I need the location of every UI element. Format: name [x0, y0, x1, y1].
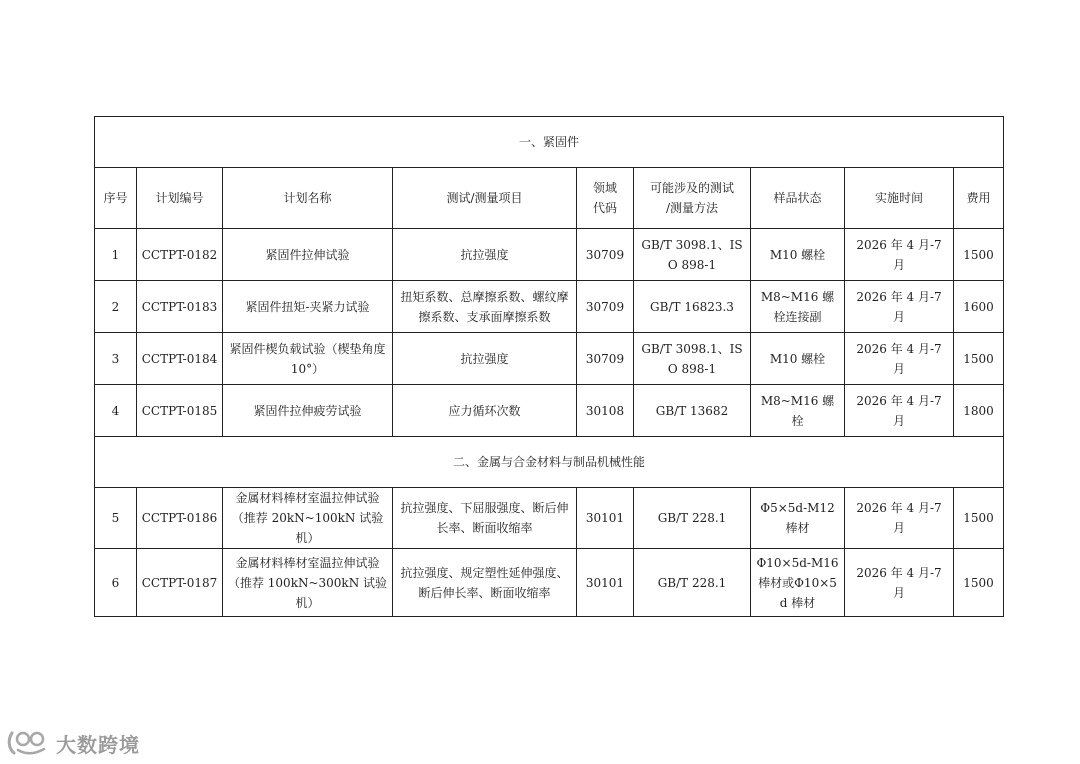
header-method-line2: /测量方法 [665, 201, 719, 215]
cell-plan-name: 紧固件拉伸疲劳试验 [223, 385, 393, 437]
plan-table [94, 116, 1004, 617]
header-time: 实施时间 [845, 168, 954, 229]
cell-domain-code: 30709 [577, 229, 634, 281]
section-title: 一、紧固件 [95, 117, 1004, 168]
cell-plan-no: CCTPT-0184 [137, 333, 223, 385]
cell-seq: 3 [95, 333, 137, 385]
cell-fee: 1500 [954, 488, 1004, 549]
cell-plan-no: CCTPT-0185 [137, 385, 223, 437]
cell-domain-code: 30101 [577, 549, 634, 617]
cell-test-items: 扭矩系数、总摩擦系数、螺纹摩擦系数、支承面摩擦系数 [393, 281, 577, 333]
cell-fee: 1600 [954, 281, 1004, 333]
cell-sample: M10 螺栓 [751, 229, 845, 281]
cell-sample: M10 螺栓 [751, 333, 845, 385]
cell-test-items: 应力循环次数 [393, 385, 577, 437]
table-row [95, 549, 1004, 617]
header-plan-no: 计划编号 [137, 168, 223, 229]
cell-plan-no: CCTPT-0182 [137, 229, 223, 281]
cell-sample: M8~M16 螺栓连接副 [751, 281, 845, 333]
cell-domain-code: 30709 [577, 281, 634, 333]
table-row [95, 333, 1004, 385]
cell-test-items: 抗拉强度 [393, 229, 577, 281]
cell-fee: 1800 [954, 385, 1004, 437]
cell-seq: 4 [95, 385, 137, 437]
cell-time: 2026 年 4 月-7 月 [845, 549, 954, 617]
header-seq: 序号 [95, 168, 137, 229]
header-method-line1: 可能涉及的测试 [649, 181, 734, 195]
cell-seq: 5 [95, 488, 137, 549]
table-row [95, 488, 1004, 549]
cell-time: 2026 年 4 月-7 月 [845, 281, 954, 333]
cell-domain-code: 30709 [577, 333, 634, 385]
cell-plan-no: CCTPT-0183 [137, 281, 223, 333]
table-row [95, 385, 1004, 437]
header-test-items: 测试/测量项目 [393, 168, 577, 229]
cell-time: 2026 年 4 月-7 月 [845, 229, 954, 281]
cell-test-items: 抗拉强度 [393, 333, 577, 385]
header-method [634, 168, 751, 229]
cell-fee: 1500 [954, 333, 1004, 385]
watermark [6, 728, 140, 758]
header-sample: 样品状态 [751, 168, 845, 229]
section-title: 二、金属与合金材料与制品机械性能 [95, 437, 1004, 488]
cell-plan-name: 金属材料棒材室温拉伸试验（推荐 100kN~300kN 试验机） [223, 549, 393, 617]
table-header-row [95, 168, 1004, 229]
cell-plan-no: CCTPT-0187 [137, 549, 223, 617]
section-row-metals [95, 437, 1004, 488]
cell-plan-name: 紧固件楔负载试验（楔垫角度 10°） [223, 333, 393, 385]
cell-test-items: 抗拉强度、下屈服强度、断后伸长率、断面收缩率 [393, 488, 577, 549]
watermark-text: 大数跨境 [56, 732, 140, 757]
cell-method: GB/T 3098.1、ISO 898-1 [634, 333, 751, 385]
table-row [95, 229, 1004, 281]
header-domain-code-line1: 领域 [592, 181, 617, 195]
cell-seq: 1 [95, 229, 137, 281]
cell-fee: 1500 [954, 229, 1004, 281]
section-row-fasteners [95, 117, 1004, 168]
cell-method: GB/T 228.1 [634, 488, 751, 549]
cell-method: GB/T 13682 [634, 385, 751, 437]
cell-method: GB/T 16823.3 [634, 281, 751, 333]
header-domain-code [577, 168, 634, 229]
cell-fee: 1500 [954, 549, 1004, 617]
cell-domain-code: 30108 [577, 385, 634, 437]
cell-sample: Φ5×5d-M12 棒材 [751, 488, 845, 549]
cell-method: GB/T 3098.1、ISO 898-1 [634, 229, 751, 281]
header-plan-name: 计划名称 [223, 168, 393, 229]
cell-method: GB/T 228.1 [634, 549, 751, 617]
cell-plan-no: CCTPT-0186 [137, 488, 223, 549]
header-fee: 费用 [954, 168, 1004, 229]
brand-logo-icon [6, 730, 52, 756]
cell-time: 2026 年 4 月-7 月 [845, 385, 954, 437]
table-row [95, 281, 1004, 333]
cell-sample: Φ10×5d-M16 棒材或Φ10×5d 棒材 [751, 549, 845, 617]
cell-plan-name: 金属材料棒材室温拉伸试验（推荐 20kN~100kN 试验机） [223, 488, 393, 549]
header-domain-code-line2: 代码 [592, 201, 617, 215]
cell-test-items: 抗拉强度、规定塑性延伸强度、断后伸长率、断面收缩率 [393, 549, 577, 617]
cell-seq: 2 [95, 281, 137, 333]
cell-plan-name: 紧固件扭矩-夹紧力试验 [223, 281, 393, 333]
cell-time: 2026 年 4 月-7 月 [845, 333, 954, 385]
cell-domain-code: 30101 [577, 488, 634, 549]
cell-seq: 6 [95, 549, 137, 617]
cell-plan-name: 紧固件拉伸试验 [223, 229, 393, 281]
cell-time: 2026 年 4 月-7 月 [845, 488, 954, 549]
cell-sample: M8~M16 螺栓 [751, 385, 845, 437]
